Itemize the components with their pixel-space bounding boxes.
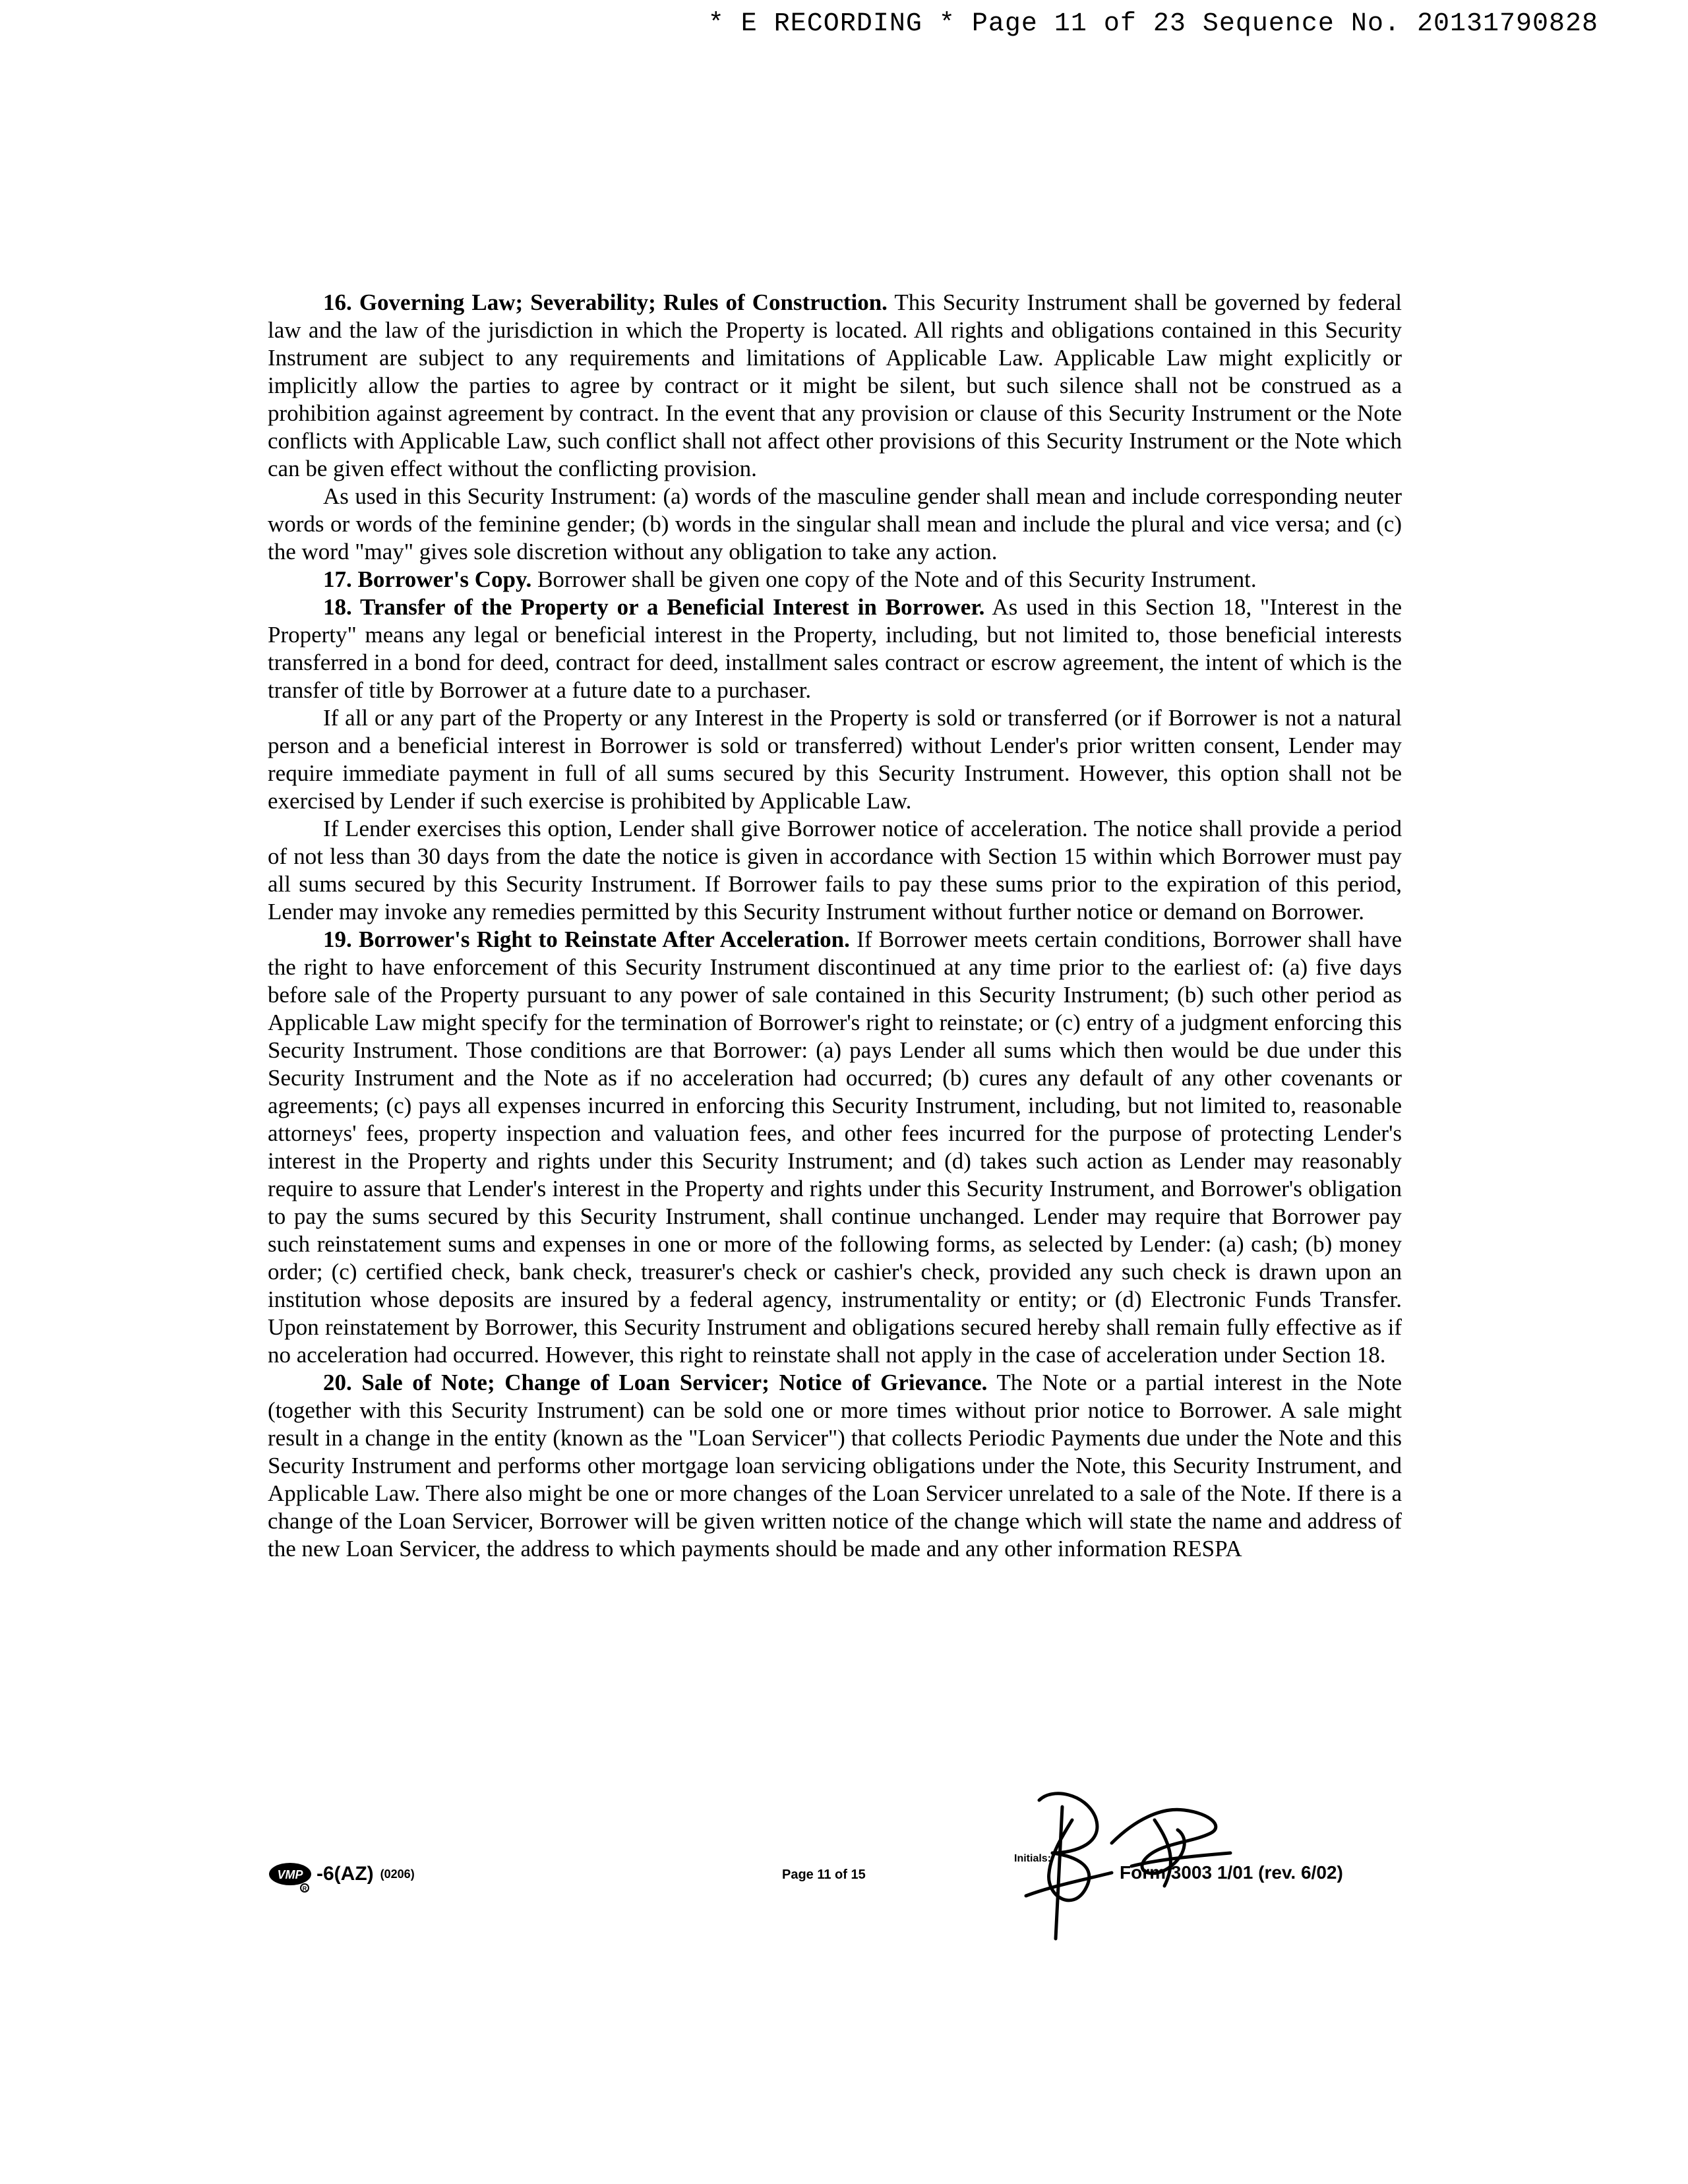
page-label: Page 11 of 15 <box>782 1867 866 1882</box>
section-heading: 16. Governing Law; Severability; Rules of Construction. <box>323 289 888 315</box>
initials-label: Initials: <box>1014 1853 1052 1864</box>
section-paragraph <box>268 926 1402 1369</box>
section-text: Borrower shall be given one copy of the Note and of this Security Instrument. <box>531 566 1257 592</box>
form-number: Form 3003 1/01 (rev. 6/02) <box>1120 1862 1343 1883</box>
svg-text:R: R <box>302 1885 307 1892</box>
section-text: As used in this Security Instrument: (a) words of the masculine gender shall mean and include corresponding neuter words or words of the feminine gender; (b) words in the singular shall mean and include the plural and vice versa; and (c) the word "may" gives sole discretion without any obligation to take any action. <box>268 483 1402 564</box>
section-heading: 19. Borrower's Right to Reinstate After Acceleration. <box>323 926 850 952</box>
recording-header: * E RECORDING * Page 11 of 23 Sequence No. 20131790828 <box>708 9 1598 39</box>
vmp-logo-icon <box>268 1861 314 1892</box>
section-text: If Borrower meets certain conditions, Borrower shall have the right to have enforcement of this Security Instrument discontinued at any time prior to the earliest of: (a) five days before sale of the Property pursuant to any power of sale contained in this Security Instrument; (b) such other period as Applicable Law might specify for the termination of Borrower's right to reinstate; or (c) entry of a judgment enforcing this Security Instrument. Those conditions are that Borrower: (a) pays Lender all sums which then would be due under this Security Instrument and the Note as if no acceleration had occurred; (b) cures any default of any other covenants or agreements; (c) pays all expenses incurred in enforcing this Security Instrument, including, but not limited to, reasonable attorneys' fees, property inspection and valuation fees, and other fees incurred for the purpose of protecting Lender's interest in the Property and rights under this Security Instrument; and (d) takes such action as Lender may reasonably require to assure that Lender's interest in the Property and rights under this Security Instrument, and Borrower's obligation to pay the sums secured by this Security Instrument, shall continue unchanged. Lender may require that Borrower pay such reinstatement sums and expenses in one or more of the following forms, as selected by Lender: (a) cash; (b) money order; (c) certified check, bank check, treasurer's check or cashier's check, provided any such check is drawn upon an institution whose deposits are insured by a federal agency, instrumentality or entity; or (d) Electronic Funds Transfer. Upon reinstatement by Borrower, this Security Instrument and obligations secured hereby shall remain fully effective as if no acceleration had occurred. However, this right to reinstate shall not apply in the case of acceleration under Section 18. <box>268 926 1402 1368</box>
section-text: The Note or a partial interest in the Note (together with this Security Instrument) can be sold one or more times without prior notice to Borrower. A sale might result in a change in the entity (known as the "Loan Servicer") that collects Periodic Payments due under the Note and this Security Instrument and performs other mortgage loan servicing obligations under the Note, this Security Instrument, and Applicable Law. There also might be one or more changes of the Loan Servicer unrelated to a sale of the Note. If there is a change of the Loan Servicer, Borrower will be given written notice of the change which will state the name and address of the new Loan Servicer, the address to which payments should be made and any other information RESPA <box>268 1370 1402 1562</box>
section-heading: 18. Transfer of the Property or a Beneficial Interest in Borrower. <box>323 594 985 620</box>
logo-text: VMP <box>277 1868 303 1881</box>
form-code-date: (0206) <box>380 1867 415 1881</box>
section-paragraph <box>268 815 1402 926</box>
section-paragraph <box>268 593 1402 704</box>
section-text: If all or any part of the Property or any Interest in the Property is sold or transferred (or if Borrower is not a natural person and a beneficial interest in Borrower is sold or transferred) without Lender's prior written consent, Lender may require immediate payment in full of all sums secured by this Security Instrument. However, this option shall not be exercised by Lender if such exercise is prohibited by Applicable Law. <box>268 705 1402 814</box>
section-text: As used in this Section 18, "Interest in the Property" means any legal or beneficial interest in the Property, including, but not limited to, those beneficial interests transferred in a bond for deed, contract for deed, installment sales contract or escrow agreement, the intent of which is the transfer of title by Borrower at a future date to a purchaser. <box>268 594 1402 703</box>
section-text: If Lender exercises this option, Lender shall give Borrower notice of acceleration. The notice shall provide a period of not less than 30 days from the date the notice is given in accordance with Section 15 within which Borrower must pay all sums secured by this Security Instrument. If Borrower fails to pay these sums prior to the expiration of this period, Lender may invoke any remedies permitted by this Security Instrument without further notice or demand on Borrower. <box>268 816 1402 925</box>
section-paragraph <box>268 704 1402 815</box>
section-heading: 20. Sale of Note; Change of Loan Servicer; Notice of Grievance. <box>323 1370 988 1395</box>
document-body <box>268 289 1402 1563</box>
section-heading: 17. Borrower's Copy. <box>323 566 532 592</box>
form-code <box>268 1861 415 1892</box>
section-paragraph <box>268 483 1402 566</box>
section-paragraph <box>268 1369 1402 1563</box>
page-footer <box>268 1853 1402 1939</box>
section-text: This Security Instrument shall be governed by federal law and the law of the jurisdiction in which the Property is located. All rights and obligations contained in this Security Instrument are subject to any requirements and limitations of Applicable Law. Applicable Law might explicitly or implicitly allow the parties to agree by contract or it might be silent, but such silence shall not be construed as a prohibition against agreement by contract. In the event that any provision or clause of this Security Instrument or the Note conflicts with Applicable Law, such conflict shall not affect other provisions of this Security Instrument or the Note which can be given effect without the conflicting provision. <box>268 289 1402 481</box>
section-paragraph <box>268 566 1402 593</box>
section-paragraph <box>268 289 1402 483</box>
form-code-text: -6(AZ) <box>316 1863 374 1885</box>
